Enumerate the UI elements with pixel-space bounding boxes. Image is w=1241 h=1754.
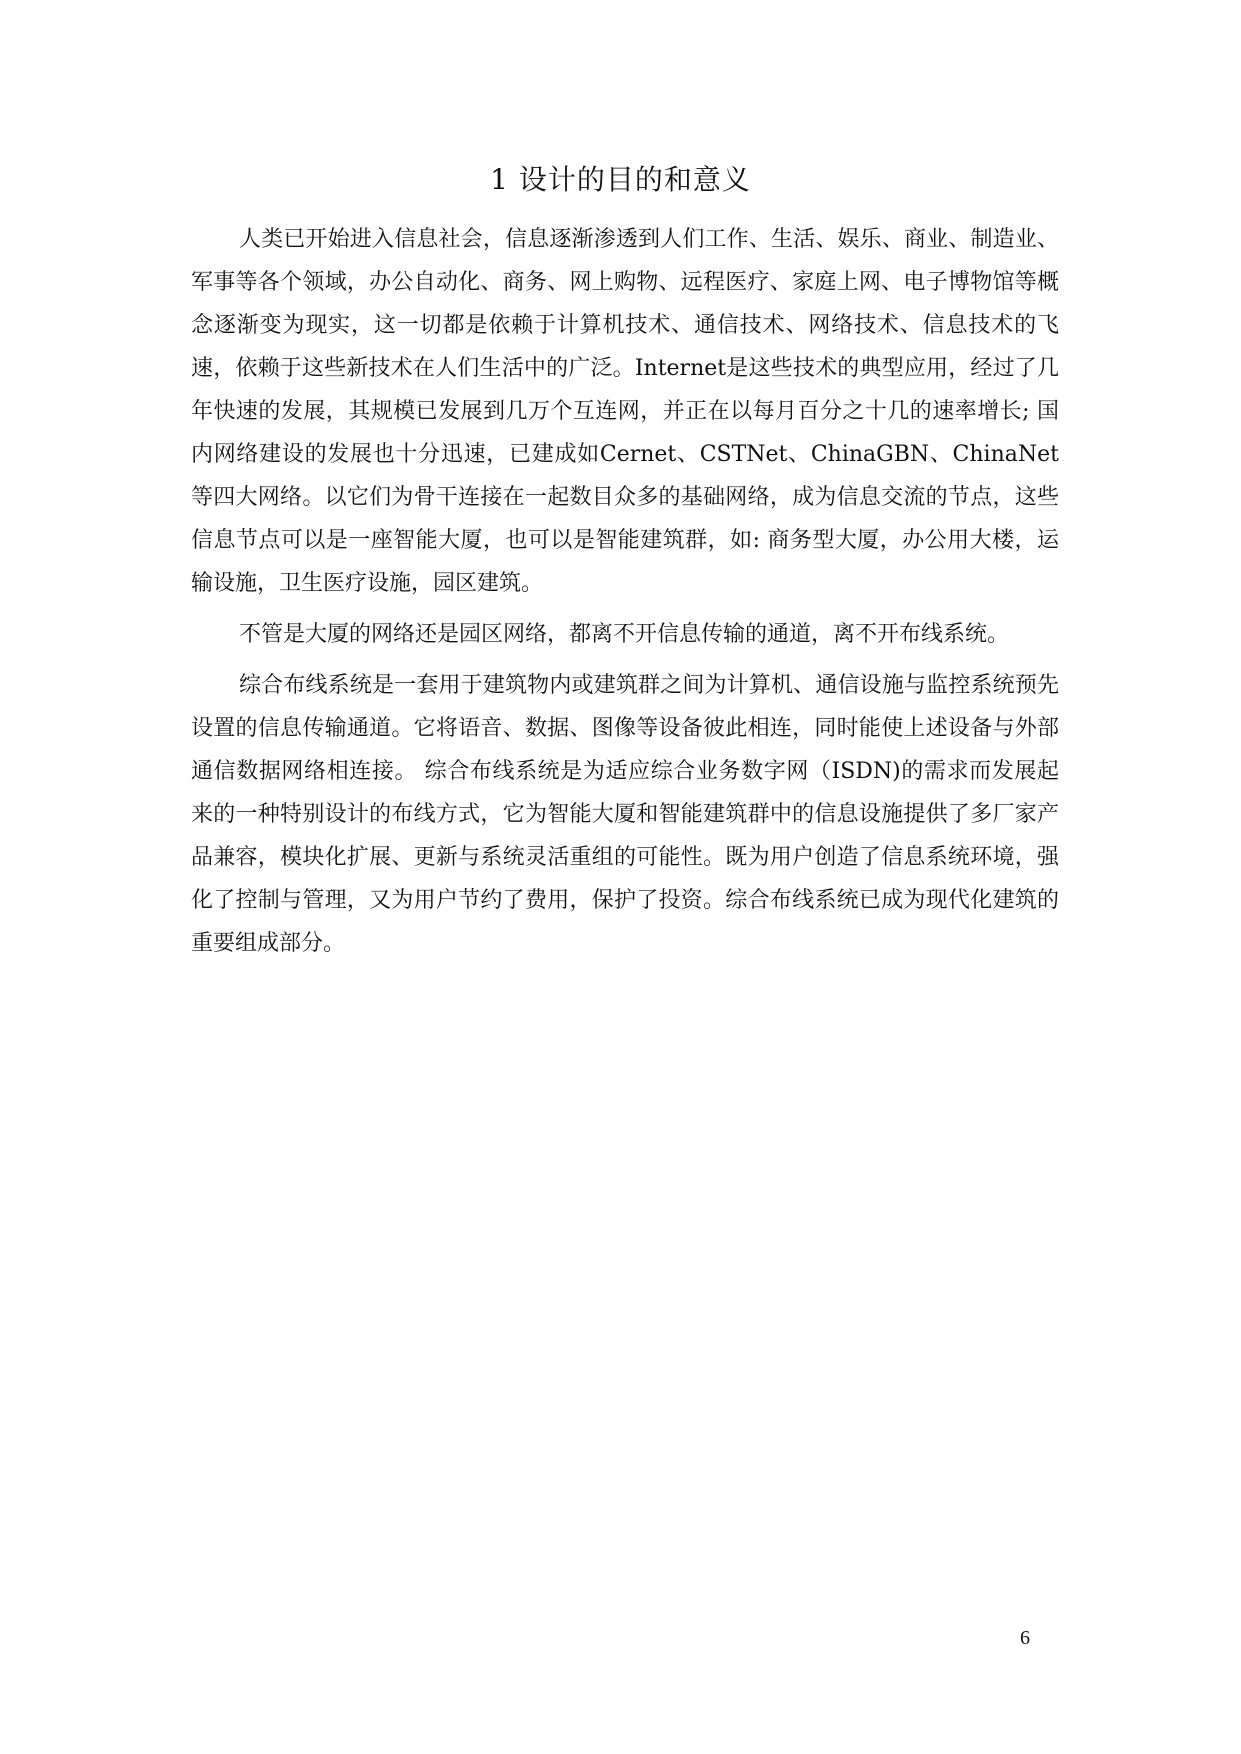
body-text <box>191 218 1059 965</box>
paragraph-integrated-cabling: 综合布线系统是一套用于建筑物内或建筑群之间为计算机、通信设施与监控系统预先设置的信息传输通道。它将语音、数据、图像等设备彼此相连，同时能使上述设备与外部通信数据网络相连接。 综合布线系统是为适应综合业务数字网（ISDN)的需求而发展起来的一种特别设计的布线方式，它为智能大厦和智能建筑群中的信息设施提供了多厂家产品兼容，模块化扩展、更新与系统灵活重组的可能性。既为用户创造了信息系统环境，强化了控制与管理，又为用户节约了费用，保护了投资。综合布线系统已成为现代化建筑的重要组成部分。 <box>191 673 1059 956</box>
paragraph-information-society: 人类已开始进入信息社会，信息逐渐渗透到人们工作、生活、娱乐、商业、制造业、军事等各个领域，办公自动化、商务、网上购物、远程医疗、家庭上网、电子博物馆等概念逐渐变为现实，这一切都是依赖于计算机技术、通信技术、网络技术、信息技术的飞速，依赖于这些新技术在人们生活中的广泛。Internet是这些技术的典型应用，经过了几年快速的发展，其规模已发展到几万个互连网，并正在以每月百分之十几的速率增长; 国内网络建设的发展也十分迅速，已建成如Cernet、CSTNet、ChinaGBN、ChinaNet等四大网络。以它们为骨干连接在一起数目众多的基础网络，成为信息交流的节点，这些信息节点可以是一座智能大厦，也可以是智能建筑群，如: 商务型大厦，办公用大楼，运输设施，卫生医疗设施，园区建筑。 <box>191 227 1059 596</box>
paragraph-cabling-necessity: 不管是大厦的网络还是园区网络，都离不开信息传输的通道，离不开布线系统。 <box>239 622 1010 647</box>
section-heading: 1 设计的目的和意义 <box>490 163 751 196</box>
page-number: 6 <box>1020 1627 1030 1649</box>
